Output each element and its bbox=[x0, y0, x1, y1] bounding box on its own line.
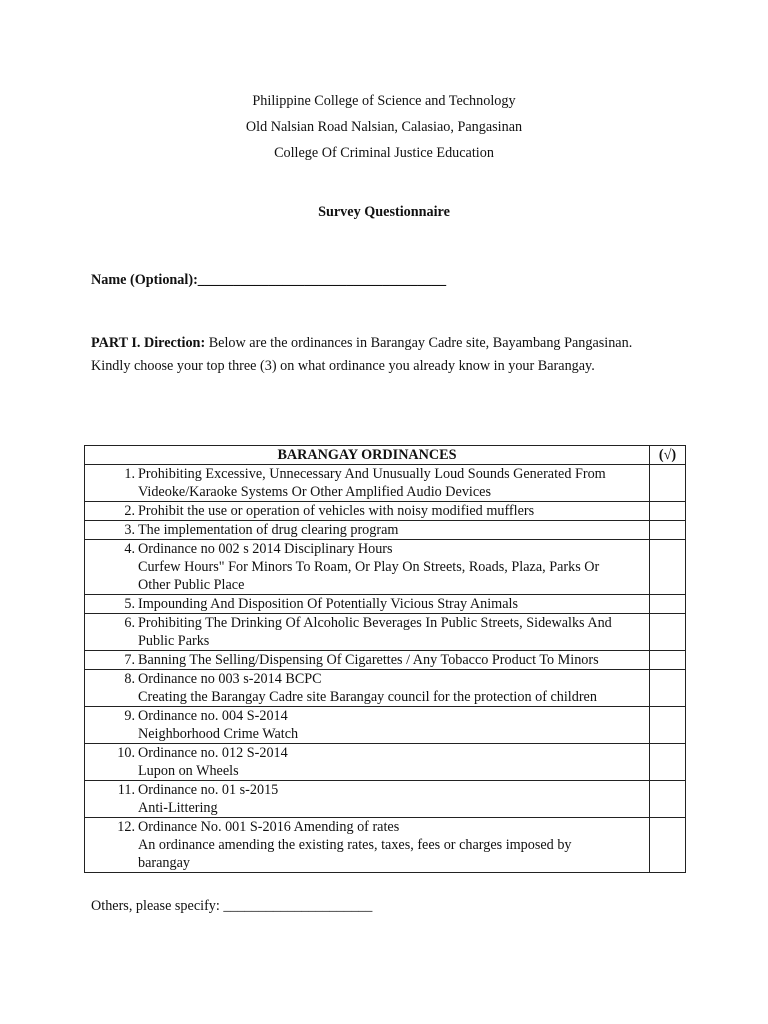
ordinance-text bbox=[138, 781, 643, 817]
ordinance-cell bbox=[85, 818, 650, 873]
ordinance-line: Neighborhood Crime Watch bbox=[138, 726, 299, 742]
check-cell[interactable] bbox=[650, 707, 686, 744]
ordinance-cell bbox=[85, 595, 650, 614]
ordinance-line: Prohibit the use or operation of vehicles with noisy modified mufflers bbox=[138, 503, 535, 519]
ordinance-line: Impounding And Disposition Of Potentially Vicious Stray Animals bbox=[138, 596, 518, 612]
table-row bbox=[85, 818, 686, 873]
table-row bbox=[85, 744, 686, 781]
table-row bbox=[85, 595, 686, 614]
part1-text: Below are the ordinances in Barangay Cadre site, Bayambang Pangasinan. Kindly choose your top three (3) on what ordinance you already know in your Barangay. bbox=[91, 335, 633, 374]
check-column-header: (√) bbox=[650, 446, 686, 465]
check-cell[interactable] bbox=[650, 521, 686, 540]
table-row bbox=[85, 614, 686, 651]
ordinance-cell bbox=[85, 670, 650, 707]
ordinance-cell bbox=[85, 781, 650, 818]
ordinance-line: Lupon on Wheels bbox=[138, 763, 239, 779]
ordinance-number: 2. bbox=[124, 503, 135, 519]
institution-name: Philippine College of Science and Technology bbox=[252, 93, 516, 109]
table-row bbox=[85, 465, 686, 502]
check-cell[interactable] bbox=[650, 651, 686, 670]
ordinance-line: Prohibiting The Drinking Of Alcoholic Beverages In Public Streets, Sidewalks And bbox=[138, 615, 612, 631]
ordinance-number: 10. bbox=[117, 745, 135, 761]
institution-address: Old Nalsian Road Nalsian, Calasiao, Pangasinan bbox=[245, 119, 523, 135]
ordinance-number: 3. bbox=[124, 522, 135, 538]
check-cell[interactable] bbox=[650, 614, 686, 651]
ordinance-line: Ordinance No. 001 S-2016 Amending of rates bbox=[138, 819, 400, 835]
others-field[interactable] bbox=[91, 898, 372, 915]
check-cell[interactable] bbox=[650, 781, 686, 818]
ordinance-line: Other Public Place bbox=[138, 577, 245, 593]
part1-label: PART I. Direction: bbox=[91, 335, 206, 351]
check-cell[interactable] bbox=[650, 502, 686, 521]
check-cell[interactable] bbox=[650, 818, 686, 873]
ordinance-text bbox=[138, 707, 643, 743]
table-row bbox=[85, 707, 686, 744]
name-field[interactable] bbox=[91, 269, 651, 292]
ordinance-line: Ordinance no. 01 s-2015 bbox=[138, 782, 279, 798]
name-blank[interactable]: ___________________________________ bbox=[197, 272, 447, 288]
ordinance-number: 6. bbox=[124, 615, 135, 631]
ordinance-text bbox=[138, 670, 643, 706]
ordinance-line: The implementation of drug clearing program bbox=[138, 522, 399, 538]
ordinance-text bbox=[138, 818, 643, 872]
ordinance-line: Ordinance no 003 s-2014 BCPC bbox=[138, 671, 322, 687]
others-label: Others, please specify: bbox=[91, 898, 224, 914]
ordinance-text bbox=[138, 614, 643, 650]
table-row bbox=[85, 521, 686, 540]
college-name: College Of Criminal Justice Education bbox=[274, 145, 494, 161]
ordinance-line: Creating the Barangay Cadre site Barangay council for the protection of children bbox=[138, 689, 597, 705]
ordinance-line: An ordinance amending the existing rates, taxes, fees or charges imposed by bbox=[138, 837, 572, 853]
ordinance-line: Banning The Selling/Dispensing Of Cigarettes / Any Tobacco Product To Minors bbox=[138, 652, 599, 668]
ordinance-cell bbox=[85, 521, 650, 540]
ordinance-text bbox=[138, 744, 643, 780]
ordinance-line: Ordinance no. 012 S-2014 bbox=[138, 745, 288, 761]
ordinance-number: 1. bbox=[124, 466, 135, 482]
ordinance-text bbox=[138, 595, 643, 613]
check-cell[interactable] bbox=[650, 670, 686, 707]
table-header-row bbox=[85, 446, 686, 465]
ordinance-cell bbox=[85, 744, 650, 781]
table-row bbox=[85, 651, 686, 670]
ordinance-number: 4. bbox=[124, 541, 135, 557]
ordinance-text bbox=[138, 521, 643, 539]
ordinance-number: 12. bbox=[117, 819, 135, 835]
ordinance-line: Videoke/Karaoke Systems Or Other Amplified Audio Devices bbox=[138, 484, 491, 500]
ordinance-number: 7. bbox=[124, 652, 135, 668]
ordinance-text bbox=[138, 465, 643, 501]
ordinance-text bbox=[138, 502, 643, 520]
check-cell[interactable] bbox=[650, 595, 686, 614]
ordinance-number: 11. bbox=[117, 782, 135, 798]
ordinance-cell bbox=[85, 465, 650, 502]
ordinance-line: Anti-Littering bbox=[138, 800, 218, 816]
check-cell[interactable] bbox=[650, 465, 686, 502]
table-row bbox=[85, 502, 686, 521]
ordinance-text bbox=[138, 540, 643, 594]
ordinance-number: 8. bbox=[124, 671, 135, 687]
ordinance-line: Ordinance no. 004 S-2014 bbox=[138, 708, 288, 724]
ordinance-cell bbox=[85, 502, 650, 521]
ordinance-cell bbox=[85, 707, 650, 744]
ordinance-number: 5. bbox=[124, 596, 135, 612]
check-cell[interactable] bbox=[650, 744, 686, 781]
ordinance-cell bbox=[85, 614, 650, 651]
table-header: BARANGAY ORDINANCES bbox=[85, 446, 650, 465]
ordinance-text bbox=[138, 651, 643, 669]
ordinance-line: Curfew Hours" For Minors To Roam, Or Play On Streets, Roads, Plaza, Parks Or bbox=[138, 559, 600, 575]
table-row bbox=[85, 540, 686, 595]
table-row bbox=[85, 670, 686, 707]
name-label: Name (Optional): bbox=[91, 272, 198, 288]
ordinance-cell bbox=[85, 651, 650, 670]
check-cell[interactable] bbox=[650, 540, 686, 595]
table-row bbox=[85, 781, 686, 818]
ordinance-table bbox=[84, 445, 686, 873]
ordinance-line: Ordinance no 002 s 2014 Disciplinary Hours bbox=[138, 541, 393, 557]
ordinance-number: 9. bbox=[124, 708, 135, 724]
ordinance-line: barangay bbox=[138, 855, 190, 871]
ordinance-line: Prohibiting Excessive, Unnecessary And Unusually Loud Sounds Generated From bbox=[138, 466, 606, 482]
ordinance-cell bbox=[85, 540, 650, 595]
ordinance-line: Public Parks bbox=[138, 633, 210, 649]
part1-direction bbox=[91, 332, 651, 378]
page-title: Survey Questionnaire bbox=[318, 204, 450, 220]
others-blank[interactable]: _____________________ bbox=[223, 898, 373, 914]
